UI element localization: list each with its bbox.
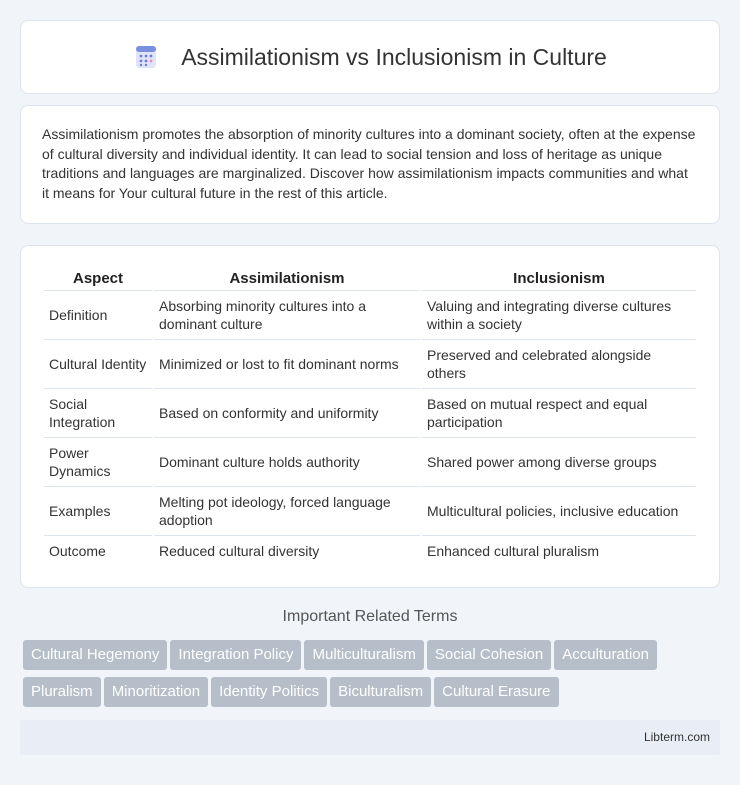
term-tag[interactable]: Identity Politics xyxy=(211,677,327,707)
related-terms-list xyxy=(23,640,723,714)
table-row xyxy=(44,389,696,438)
cell-aspect: Social Integration xyxy=(44,389,152,438)
table-header-row xyxy=(44,266,696,291)
cell-assimilationism: Melting pot ideology, forced language adoption xyxy=(154,487,420,536)
cell-inclusionism: Preserved and celebrated alongside others xyxy=(422,340,696,389)
cell-aspect: Examples xyxy=(44,487,152,536)
table-row xyxy=(44,291,696,340)
intro-card xyxy=(20,105,720,224)
table-row xyxy=(44,438,696,487)
comparison-table xyxy=(42,266,698,565)
term-tag[interactable]: Minoritization xyxy=(104,677,208,707)
cell-aspect: Power Dynamics xyxy=(44,438,152,487)
document-list-icon xyxy=(133,44,159,70)
cell-inclusionism: Valuing and integrating diverse cultures within a society xyxy=(422,291,696,340)
term-tag[interactable]: Multiculturalism xyxy=(304,640,423,670)
table-row xyxy=(44,487,696,536)
cell-assimilationism: Minimized or lost to fit dominant norms xyxy=(154,340,420,389)
related-terms-title: Important Related Terms xyxy=(282,608,458,625)
term-tag[interactable]: Pluralism xyxy=(23,677,101,707)
cell-aspect: Outcome xyxy=(49,542,106,559)
cell-inclusionism: Multicultural policies, inclusive education xyxy=(422,487,696,536)
intro-paragraph: Assimilationism promotes the absorption of minority cultures into a dominant society, often at the expense of cultural diversity and individual identity. It can lead to social tension and loss of heritage as unique traditions and languages are marginalized. Discover how assimilationism impacts communities and what it means for Your cultural future in the rest of this article. xyxy=(42,126,696,201)
header-aspect: Aspect xyxy=(44,266,152,291)
table-row xyxy=(44,340,696,389)
cell-assimilationism: Dominant culture holds authority xyxy=(154,438,420,487)
cell-aspect: Definition xyxy=(44,291,152,340)
cell-inclusionism: Shared power among diverse groups xyxy=(422,438,696,487)
footer xyxy=(20,720,720,755)
cell-aspect: Cultural Identity xyxy=(44,340,152,389)
term-tag[interactable]: Cultural Erasure xyxy=(434,677,558,707)
comparison-card xyxy=(20,245,720,588)
table-row xyxy=(44,536,696,565)
term-tag[interactable]: Cultural Hegemony xyxy=(23,640,167,670)
term-tag[interactable]: Acculturation xyxy=(554,640,657,670)
page-title: Assimilationism vs Inclusionism in Culture xyxy=(181,43,607,70)
cell-inclusionism: Based on mutual respect and equal participation xyxy=(422,389,696,438)
term-tag[interactable]: Integration Policy xyxy=(170,640,301,670)
cell-assimilationism: Based on conformity and uniformity xyxy=(154,389,420,438)
title-card xyxy=(20,20,720,94)
term-tag[interactable]: Social Cohesion xyxy=(427,640,551,670)
footer-site-link[interactable]: Libterm.com xyxy=(643,730,710,744)
cell-assimilationism: Absorbing minority cultures into a dominant culture xyxy=(154,291,420,340)
header-assimilationism: Assimilationism xyxy=(154,266,420,291)
cell-inclusionism: Enhanced cultural pluralism xyxy=(427,542,599,559)
term-tag[interactable]: Biculturalism xyxy=(330,677,431,707)
cell-assimilationism: Reduced cultural diversity xyxy=(159,542,320,559)
header-inclusionism: Inclusionism xyxy=(422,266,696,291)
